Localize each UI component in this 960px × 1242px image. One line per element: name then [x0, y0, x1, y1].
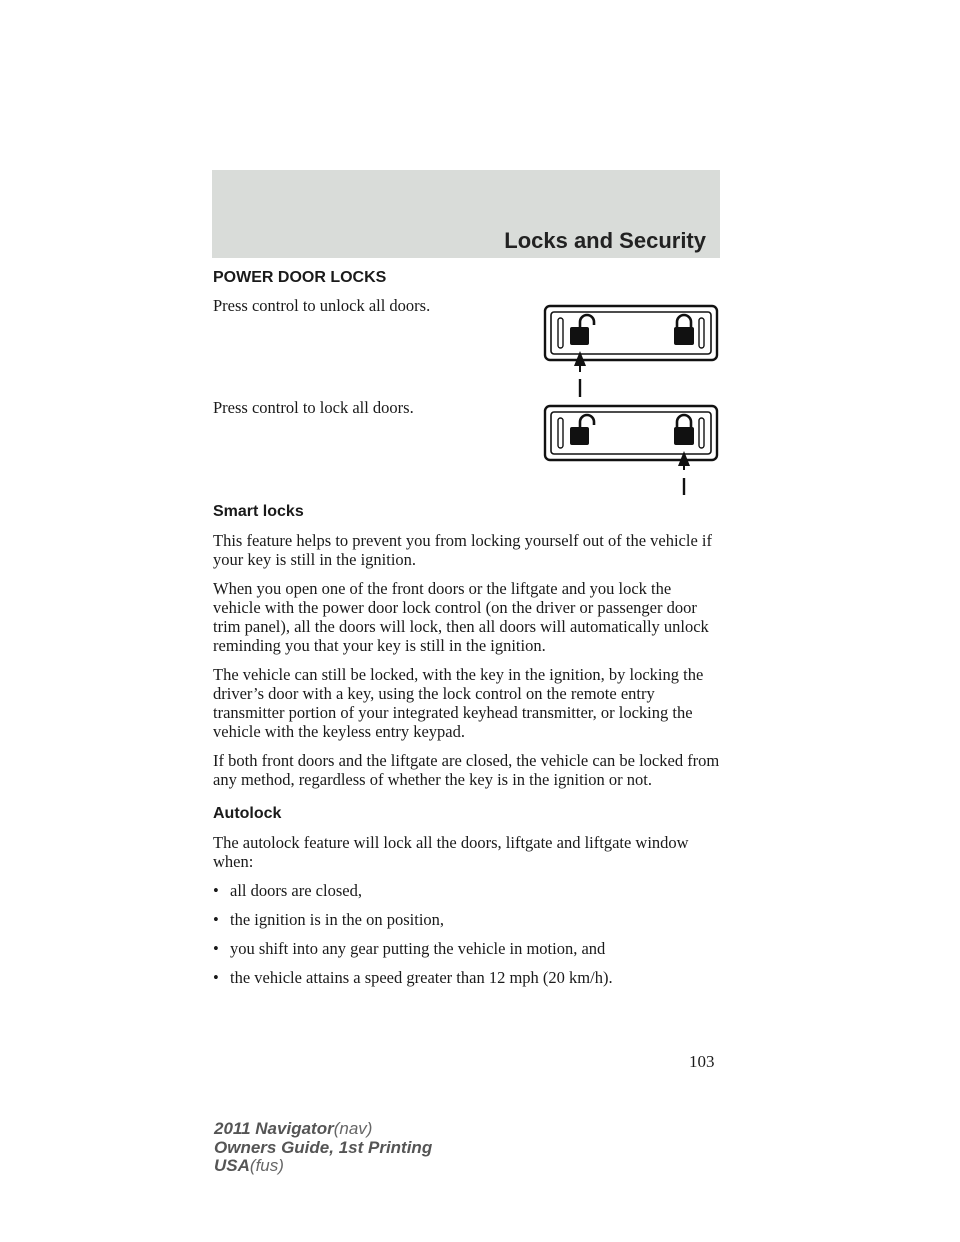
bullet-icon: • [213, 939, 219, 958]
smart-locks-paragraph: The vehicle can still be locked, with the key in the ignition, by locking the driver’s door with a key, using the lock control on the remote entry transmitter portion of your integrated keyhead transmitter, or locking the vehicle with the keyless entry keypad. [213, 665, 704, 741]
smart-locks-paragraph: If both front doors and the liftgate are closed, the vehicle can be locked from any method, regardless of whether the key is in the ignition or not. [213, 751, 720, 789]
section-header-band [212, 170, 720, 258]
footer-market-code: (fus) [249, 1156, 284, 1175]
list-item-text: the vehicle attains a speed greater than 12 mph (20 km/h). [230, 968, 613, 987]
document-footer [214, 1120, 432, 1176]
list-item [213, 939, 721, 958]
page-number: 103 [689, 1052, 715, 1071]
list-item [213, 881, 721, 900]
list-item-text: all doors are closed, [230, 881, 362, 900]
footer-model-code: (nav) [333, 1119, 373, 1138]
smart-locks-paragraph: When you open one of the front doors or the liftgate and you lock the vehicle with the power door lock control (on the driver or passenger door trim panel), all the doors will lock, then all doors will automatically unlock reminding you that your key is still in the ignition. [213, 579, 709, 655]
autolock-intro: The autolock feature will lock all the doors, liftgate and liftgate window when: [213, 833, 689, 871]
lock-instruction-row [213, 398, 721, 498]
list-item-text: the ignition is in the on position, [230, 910, 445, 929]
bullet-icon: • [213, 968, 219, 987]
footer-line [214, 1139, 432, 1158]
autolock-heading: Autolock [213, 805, 282, 822]
list-item-text: you shift into any gear putting the vehicle in motion, and [230, 939, 606, 958]
lock-instruction: Press control to lock all doors. [213, 398, 414, 417]
unlock-instruction: Press control to unlock all doors. [213, 296, 431, 315]
unlock-instruction-row [213, 296, 721, 402]
bullet-icon: • [213, 910, 219, 929]
lock-control-illustration [542, 402, 724, 498]
footer-printing: Owners Guide, 1st Printing [214, 1137, 433, 1157]
list-item [213, 910, 721, 929]
footer-line [214, 1120, 432, 1139]
section-title: Locks and Security [504, 228, 706, 253]
bullet-icon: • [213, 881, 219, 900]
unlock-control-illustration [542, 302, 724, 402]
footer-line [214, 1157, 432, 1176]
list-item [213, 968, 721, 987]
smart-locks-heading: Smart locks [213, 503, 304, 520]
footer-model: 2011 Navigator [214, 1119, 334, 1138]
smart-locks-paragraph: This feature helps to prevent you from locking yourself out of the vehicle if your key is still in the ignition. [213, 531, 712, 569]
power-door-locks-heading: POWER DOOR LOCKS [213, 269, 387, 286]
footer-market: USA [214, 1156, 250, 1175]
page-content [213, 268, 721, 987]
